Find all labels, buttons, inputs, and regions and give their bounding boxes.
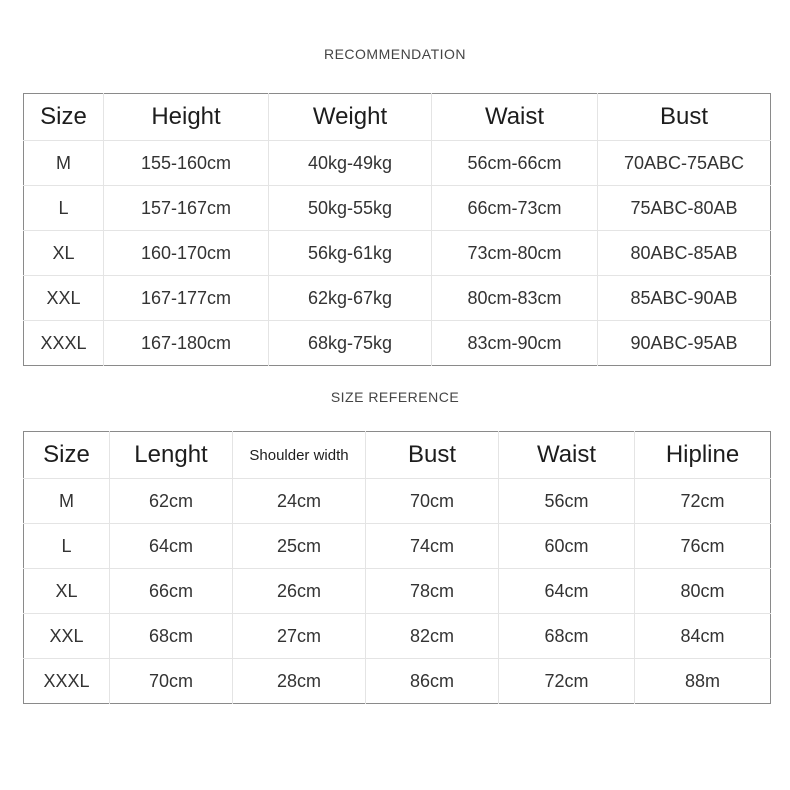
header-size: Size	[40, 103, 87, 130]
cell-height: 160-170cm	[104, 231, 269, 276]
cell-weight: 40kg-49kg	[269, 141, 432, 186]
cell-bust: 82cm	[366, 614, 499, 659]
size-reference-table	[23, 431, 771, 704]
cell-size: XXL	[24, 614, 110, 659]
cell-weight: 68kg-75kg	[269, 321, 432, 366]
cell-height: 157-167cm	[104, 186, 269, 231]
cell-bust: 70cm	[366, 479, 499, 524]
cell-waist: 68cm	[499, 614, 635, 659]
header-waist: Waist	[499, 432, 635, 479]
cell-waist: 66cm-73cm	[432, 186, 598, 231]
header-bust: Bust	[366, 432, 499, 479]
table-row	[24, 614, 771, 659]
header-length: Lenght	[110, 432, 233, 479]
cell-length: 64cm	[110, 524, 233, 569]
table-row	[24, 569, 771, 614]
cell-length: 70cm	[110, 659, 233, 704]
header-bust: Bust	[598, 94, 771, 141]
recommendation-title: RECOMMENDATION	[323, 46, 467, 62]
cell-height: 167-180cm	[104, 321, 269, 366]
table-row	[24, 186, 771, 231]
cell-size: M	[24, 141, 104, 186]
cell-bust: 90ABC-95AB	[598, 321, 771, 366]
cell-bust: 70ABC-75ABC	[598, 141, 771, 186]
cell-shoulder-width: 24cm	[233, 479, 366, 524]
size-reference-title: SIZE REFERENCE	[330, 389, 460, 405]
cell-waist: 60cm	[499, 524, 635, 569]
cell-size: L	[24, 186, 104, 231]
header-hipline: Hipline	[635, 432, 771, 479]
cell-weight: 56kg-61kg	[269, 231, 432, 276]
cell-bust: 85ABC-90AB	[598, 276, 771, 321]
cell-weight: 62kg-67kg	[269, 276, 432, 321]
table-row	[24, 231, 771, 276]
cell-height: 155-160cm	[104, 141, 269, 186]
header-height: Height	[104, 94, 269, 141]
cell-weight: 50kg-55kg	[269, 186, 432, 231]
cell-shoulder-width: 25cm	[233, 524, 366, 569]
cell-size: M	[24, 479, 110, 524]
cell-waist: 73cm-80cm	[432, 231, 598, 276]
table-row	[24, 659, 771, 704]
cell-waist: 83cm-90cm	[432, 321, 598, 366]
cell-shoulder-width: 28cm	[233, 659, 366, 704]
table-header-row	[24, 94, 771, 141]
cell-hipline: 88m	[635, 659, 771, 704]
header-size: Size	[43, 441, 90, 468]
header-waist: Waist	[432, 94, 598, 141]
cell-size: L	[24, 524, 110, 569]
cell-hipline: 76cm	[635, 524, 771, 569]
table-row	[24, 276, 771, 321]
cell-shoulder-width: 26cm	[233, 569, 366, 614]
cell-bust: 78cm	[366, 569, 499, 614]
cell-length: 68cm	[110, 614, 233, 659]
cell-waist: 80cm-83cm	[432, 276, 598, 321]
header-weight: Weight	[269, 94, 432, 141]
cell-size: XXL	[24, 276, 104, 321]
cell-length: 66cm	[110, 569, 233, 614]
header-shoulder-width: Shoulder width	[233, 432, 366, 479]
cell-waist: 64cm	[499, 569, 635, 614]
table-row	[24, 524, 771, 569]
cell-waist: 56cm	[499, 479, 635, 524]
cell-shoulder-width: 27cm	[233, 614, 366, 659]
cell-size: XL	[24, 569, 110, 614]
recommendation-table	[23, 93, 771, 366]
cell-hipline: 80cm	[635, 569, 771, 614]
cell-size: XXXL	[24, 659, 110, 704]
table-row	[24, 479, 771, 524]
cell-hipline: 72cm	[635, 479, 771, 524]
cell-height: 167-177cm	[104, 276, 269, 321]
cell-waist: 72cm	[499, 659, 635, 704]
cell-bust: 75ABC-80AB	[598, 186, 771, 231]
cell-waist: 56cm-66cm	[432, 141, 598, 186]
cell-bust: 74cm	[366, 524, 499, 569]
cell-size: XL	[24, 231, 104, 276]
table-row	[24, 321, 771, 366]
cell-bust: 86cm	[366, 659, 499, 704]
table-header-row	[24, 432, 771, 479]
cell-bust: 80ABC-85AB	[598, 231, 771, 276]
cell-size: XXXL	[24, 321, 104, 366]
table-row	[24, 141, 771, 186]
cell-hipline: 84cm	[635, 614, 771, 659]
cell-length: 62cm	[110, 479, 233, 524]
